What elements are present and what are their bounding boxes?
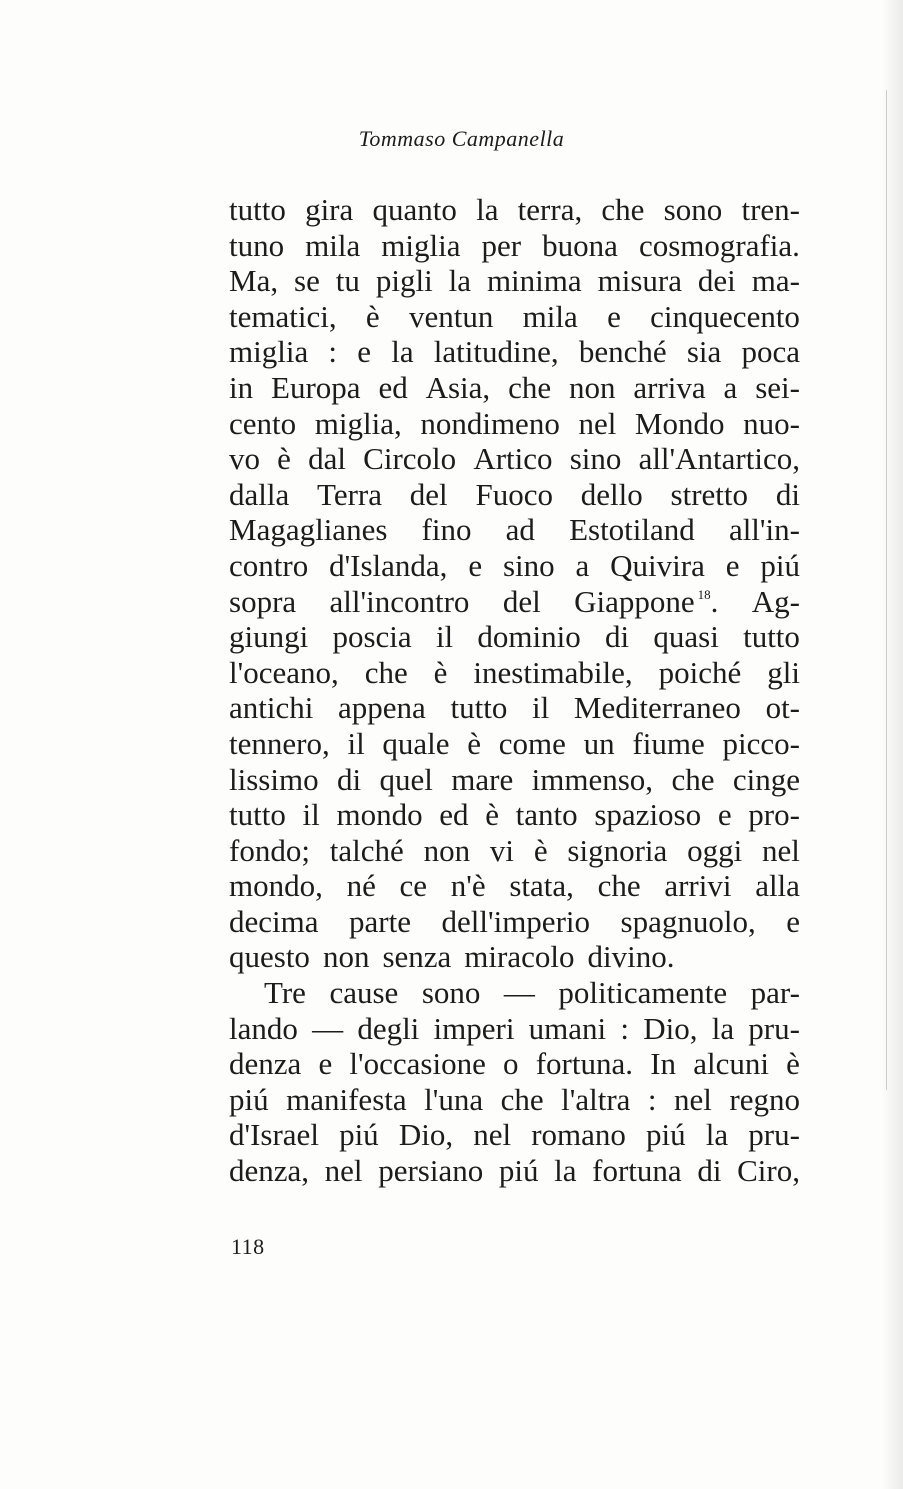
word: vi [489,832,515,868]
word: la [554,1153,577,1189]
word: talché [329,832,404,868]
word: il [435,619,454,655]
word: Asia, [425,369,491,405]
page-edge-shadow [881,0,903,1489]
word: romano [531,1117,626,1153]
word: piú [760,547,800,583]
word: nel [762,832,800,868]
word: spagnuolo, [620,903,756,939]
word: manifesta [286,1081,407,1117]
text-line [229,299,800,335]
word: buona [542,227,618,263]
word: che [364,654,408,690]
footnote-marker: 18 [697,586,711,602]
word: Fuoco [475,476,553,512]
word: n'è [450,868,486,904]
word: tematici, [229,298,337,334]
word: se [294,263,320,299]
word: del [502,583,541,619]
word: ma- [751,263,800,299]
word: o [503,1046,519,1082]
word: l'una [424,1081,484,1117]
word: sino [569,441,622,477]
word: : [620,1010,630,1046]
word: ventun [408,298,494,334]
word: non [568,369,616,405]
word: a [723,369,738,405]
word: Ciro, [737,1153,800,1189]
word: miracolo [464,939,575,975]
word: poiché [658,654,742,690]
text-line [229,1082,800,1118]
text-line [229,868,800,904]
word: Terra [317,476,382,512]
word: : [328,334,338,370]
word: nel [473,1117,512,1153]
word: dell'imperio [441,903,591,939]
word: tennero, [229,725,330,761]
word: la [448,263,471,299]
word: Quivira [610,547,705,583]
word: l'oceano, [229,654,339,690]
text-line [229,655,800,691]
text-line [229,192,800,228]
text-line [229,975,800,1011]
text-line [229,406,800,442]
word: poscia [332,619,412,655]
word: che [597,868,641,904]
word: contro [229,547,309,583]
text-line [229,477,800,513]
word: all'incontro [329,583,470,619]
word: tren- [741,192,800,227]
word: quanto [372,192,457,227]
word: vo [229,441,260,477]
word: piú [229,1081,269,1117]
text-line [229,584,800,620]
word: fortuna. [535,1046,633,1082]
word: — [503,975,535,1011]
word: fiume [632,725,705,761]
word: regno [729,1081,800,1117]
word: Mondo [634,405,725,441]
text-line [229,263,800,299]
word: dello [580,476,643,512]
word: Giappone $^{18}$. [574,583,719,619]
word: di [336,761,362,797]
word: è [533,832,548,868]
word: spazioso [594,797,702,833]
word: il [302,797,320,833]
text-line [229,1011,800,1047]
word: sono [421,975,481,1011]
word: né [346,868,376,904]
word: politicamente [558,975,728,1011]
word: di [697,1153,722,1189]
word: fortuna [592,1153,682,1189]
word: miglia [381,227,461,263]
word: l'altra [561,1081,631,1117]
word: lando [229,1010,298,1046]
word: che [671,761,715,797]
word: pro- [748,797,800,833]
word: è [786,1046,800,1082]
word: per [481,227,522,263]
word: dominio [477,619,581,655]
word: a [575,547,590,583]
word: gira [305,192,354,227]
word: appena [338,690,426,726]
word: tanto [515,797,578,833]
word: è [485,797,499,833]
text-line [229,762,800,798]
word: sopra [229,583,297,619]
word: non [423,832,471,868]
text-line [229,370,800,406]
text-line [229,512,800,548]
word: alcuni [693,1046,769,1082]
word: fino [421,512,472,548]
word: decima [229,903,319,939]
word: parte [349,903,411,939]
word: che [601,192,645,227]
word: sono [663,192,723,227]
word: che [508,369,552,405]
word: ed [378,369,408,405]
text-line [229,726,800,762]
word: sia [686,334,722,370]
word: umani [528,1010,607,1046]
word: senza [382,939,452,975]
word: d'Israel [229,1117,319,1153]
word: immenso, [531,761,654,797]
word: e [725,547,740,583]
word: piú [498,1153,539,1189]
running-head: Tommaso Campanella [358,126,565,151]
word: piú [339,1117,379,1153]
text-line [229,690,800,726]
word: — [312,1010,344,1046]
word: pigli [375,263,433,299]
word: tuno [229,227,285,263]
word: la [711,1010,735,1046]
word: all'Antartico, [638,441,800,477]
word: imperi [433,1010,515,1046]
page-edge-line [886,90,887,1090]
word: lissimo [229,761,319,797]
word: alla [755,868,800,904]
word: quasi [653,619,719,655]
text-line [229,619,800,655]
text-line [229,904,800,940]
page-number: 118 [231,1234,265,1259]
word: tutto [229,192,286,227]
word: questo [229,939,310,975]
word: cento [229,405,297,441]
word: la [705,1117,729,1153]
word: ad [505,512,535,548]
word: poca [741,334,800,370]
word: denza, [229,1153,310,1189]
word: nuo- [743,405,800,441]
word: nel [324,1153,363,1189]
word: cinquecento [650,298,800,334]
word: pru- [748,1117,800,1153]
word: l'occasione [349,1046,486,1082]
word: Estotiland [569,512,695,548]
word: Circolo [363,441,457,477]
text-line [229,548,800,584]
word: è [365,298,380,334]
word: d'Islanda, [329,547,448,583]
text-line [229,939,800,975]
word: dalla [229,476,290,512]
word: e [607,298,621,334]
word: nondimeno [420,405,560,441]
word: come [498,725,566,761]
word: par- [750,975,800,1011]
word: arriva [633,369,706,405]
text-line [229,1153,800,1189]
text-line [229,228,800,264]
word: è [433,654,448,690]
word: Ag- [751,583,800,619]
word: di [605,619,630,655]
word: divino. [587,939,675,975]
word: Magaglianes [229,512,388,548]
word: miglia, [314,405,402,441]
word: dal [308,441,346,477]
word: ed [439,797,469,833]
word: ce [399,868,428,904]
word: minima [486,263,582,299]
text-line [229,1046,800,1082]
text-line [229,1117,800,1153]
word: piú [646,1117,686,1153]
word: mila [305,227,361,263]
word: oggi [687,832,743,868]
word: pru- [748,1010,800,1046]
word: il [347,725,365,761]
word: persiano [378,1153,484,1189]
word: quale [382,725,450,761]
word: mila [522,298,578,334]
word: la [476,192,499,227]
word: arrivi [664,868,732,904]
word: il [532,690,550,726]
word: gli [767,654,800,690]
text-line [229,334,800,370]
text-line [229,797,800,833]
text-line [229,441,800,477]
word: è [467,725,482,761]
word: latitudine, [433,334,559,370]
word: Tre [264,975,306,1011]
word: : [647,1081,657,1117]
word: picco- [722,725,800,761]
word: di [775,476,800,512]
word: che [500,1081,544,1117]
word: Dio, [398,1117,454,1153]
word: cinge [732,761,800,797]
word: è [277,441,291,477]
word: Europa [271,369,361,405]
word: benché [578,334,667,370]
word: terra, [517,192,583,227]
word: mondo [336,797,423,833]
word: sino [502,547,555,583]
word: Artico [473,441,553,477]
word: e [318,1046,333,1082]
word: ot- [765,690,800,726]
word: sei- [755,369,800,405]
word: Dio, [643,1010,698,1046]
word: quel [379,761,433,797]
word: miglia [229,334,309,370]
word: la [391,334,414,370]
word: e [786,903,800,939]
word: degli [357,1010,420,1046]
word: giungi [229,619,309,655]
word: mare [451,761,514,797]
text-line [229,833,800,869]
word: dei [697,263,736,299]
word: signoria [567,832,668,868]
word: stata, [509,868,574,904]
body-text [229,192,800,1189]
word: inestimabile, [473,654,633,690]
word: tutto [743,619,800,655]
word: un [583,725,615,761]
word: mondo, [229,868,323,904]
word: e [357,334,372,370]
word: stretto [670,476,749,512]
word: misura [597,263,682,299]
word: nel [674,1081,712,1117]
line-continuation: . [710,583,719,619]
word: cause [329,975,399,1011]
word: e [468,547,483,583]
word: Ma, [229,263,279,299]
word: nel [578,405,617,441]
word: Mediterraneo [573,690,741,726]
word: fondo; [229,832,310,868]
word: antichi [229,690,314,726]
word: cosmografia. [638,227,800,263]
word: in [229,369,254,405]
word: tu [335,263,360,299]
word: In [650,1046,677,1082]
word: denza [229,1046,302,1082]
word: non [322,939,370,975]
word: del [409,476,448,512]
word: all'in- [728,512,800,548]
word: tutto [450,690,508,726]
word: e [717,797,732,833]
word: tutto [229,797,286,833]
